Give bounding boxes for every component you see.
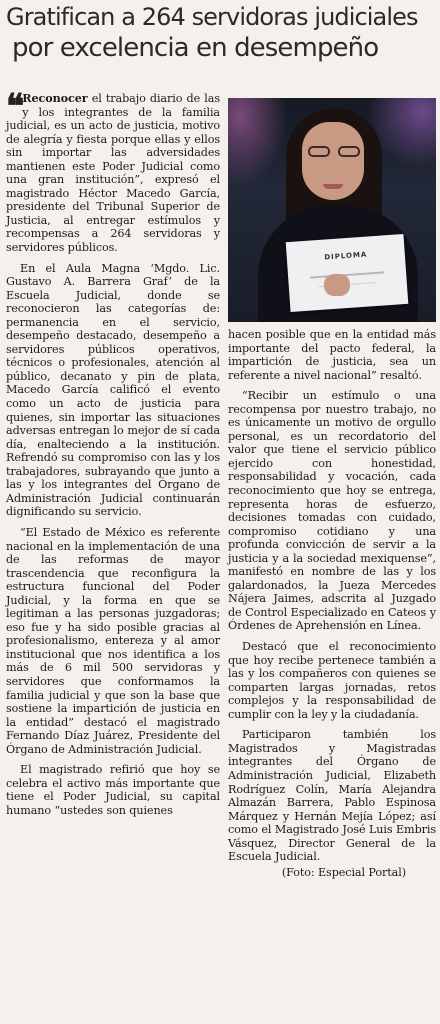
article-paragraph-5: “Recibir un estímulo o una recompensa por nuestro trabajo, no es únicamente un motivo de orgullo personal, es un recordatorio del valor que tiene el servicio público ejercido con honestidad, responsabilidad y vocación, cada reconocimiento que hoy se entrega, representa horas de esfuerzo, decisiones tomadas con cuidado, compromiso cotidiano y una profunda convicción de servir a la justicia y a la sociedad mexiquense”, manifestó en nombre de las y los galardonados, la Jueza Mercedes Nájera Jaimes, adscrita al Juzgado de Control Especializado en Cateos y Órdenes de Aprehensión en Línea. [228, 389, 436, 633]
article-paragraph-1 [6, 87, 220, 255]
headline-line-1: Gratifican a 264 servidoras judiciales [6, 3, 418, 31]
glasses-icon [306, 146, 362, 158]
article-paragraph-4-cont: hacen posible que en la entidad más importante del pacto federal, la impartición de justicia, sea un referente a nivel nacional” resaltó. [228, 328, 436, 382]
diploma-title: DIPLOMA [324, 250, 368, 262]
diploma [286, 234, 409, 312]
article-photo [228, 98, 436, 322]
article-paragraph-2: En el Aula Magna ‘Mgdo. Lic. Gustavo A. Barrera Graf’ de la Escuela Judicial, donde se reconocieron las categorías de: permanencia en el servicio, desempeño destacado, desempeño a servidores públicos operativos, técnicos o profesionales, atención al público, decanato y pin de plata, Macedo García calificó el evento como un acto de justicia para quienes, sin importar las situaciones adversas entregan lo mejor de sí cada día, enalteciendo a la institución. Refrendó su compromiso con las y los trabajadores, subrayando que junto a las y los integrantes del Órgano de Administración Judicial continuarán dignificando su servicio. [6, 261, 220, 519]
photo-hand [324, 274, 350, 296]
open-quote-icon: ❝ [6, 87, 21, 127]
article-paragraph-3: “El Estado de México es referente nacional en la implementación de una de las reformas de mayor trascendencia que reconfigura la estructura funcional del Poder Judicial, y la forma en que se legitiman a las personas juzgadoras; eso fue y ha sido posible gracias al profesionalismo, entereza y al amor institucional que nos identifica a los más de 6 mil 500 servidoras y servidores que conformamos la familia judicial y que son la base que sostiene la impartición de justicia en la entidad” destacó el magistrado Fernando Díaz Juárez, Presidente del Órgano de Administración Judicial. [6, 525, 220, 756]
paragraph-1-text: el trabajo diario de las y los integrantes de la familia judicial, es un acto de justicia, motivo de alegría y fiesta porque ellas y ellos sin importar las adversidades mantienen este Poder Judicial como una gran institución”, expresó el magistrado Héctor Macedo García, presidente del Tribunal Superior de Justicia, al entregar estímulos y recompensas a 264 servidoras y servidores públicos. [6, 92, 220, 255]
article-column-right [228, 328, 436, 879]
article-paragraph-7: Participaron también los Magistrados y Magistradas integrantes del Órgano de Administración Judicial, Elizabeth Rodríguez Colín, María Alejandra Almazán Barrera, Pablo Espinosa Márquez y Hernán Mejía López; así como el Magistrado José Luis Embris Vásquez, Director General de la Escuela Judicial. [228, 728, 436, 864]
article-column-left [6, 87, 220, 817]
photo-credit: (Foto: Especial Portal) [281, 865, 406, 879]
article-paragraph-6: Destacó que el reconocimiento que hoy recibe pertenece también a las y los compañeros con quienes se comparten largas jornadas, retos complejos y la responsabilidad de cumplir con la ley y la ciudadanía. [228, 640, 436, 721]
article-paragraph-4: El magistrado refirió que hoy se celebra el activo más importante que tiene el Poder Judicial, su capital humano “ustedes son quienes [6, 763, 220, 817]
headline [6, 2, 436, 64]
lead-word: Reconocer [22, 91, 88, 105]
headline-line-2: por excelencia en desempeño [12, 33, 379, 63]
